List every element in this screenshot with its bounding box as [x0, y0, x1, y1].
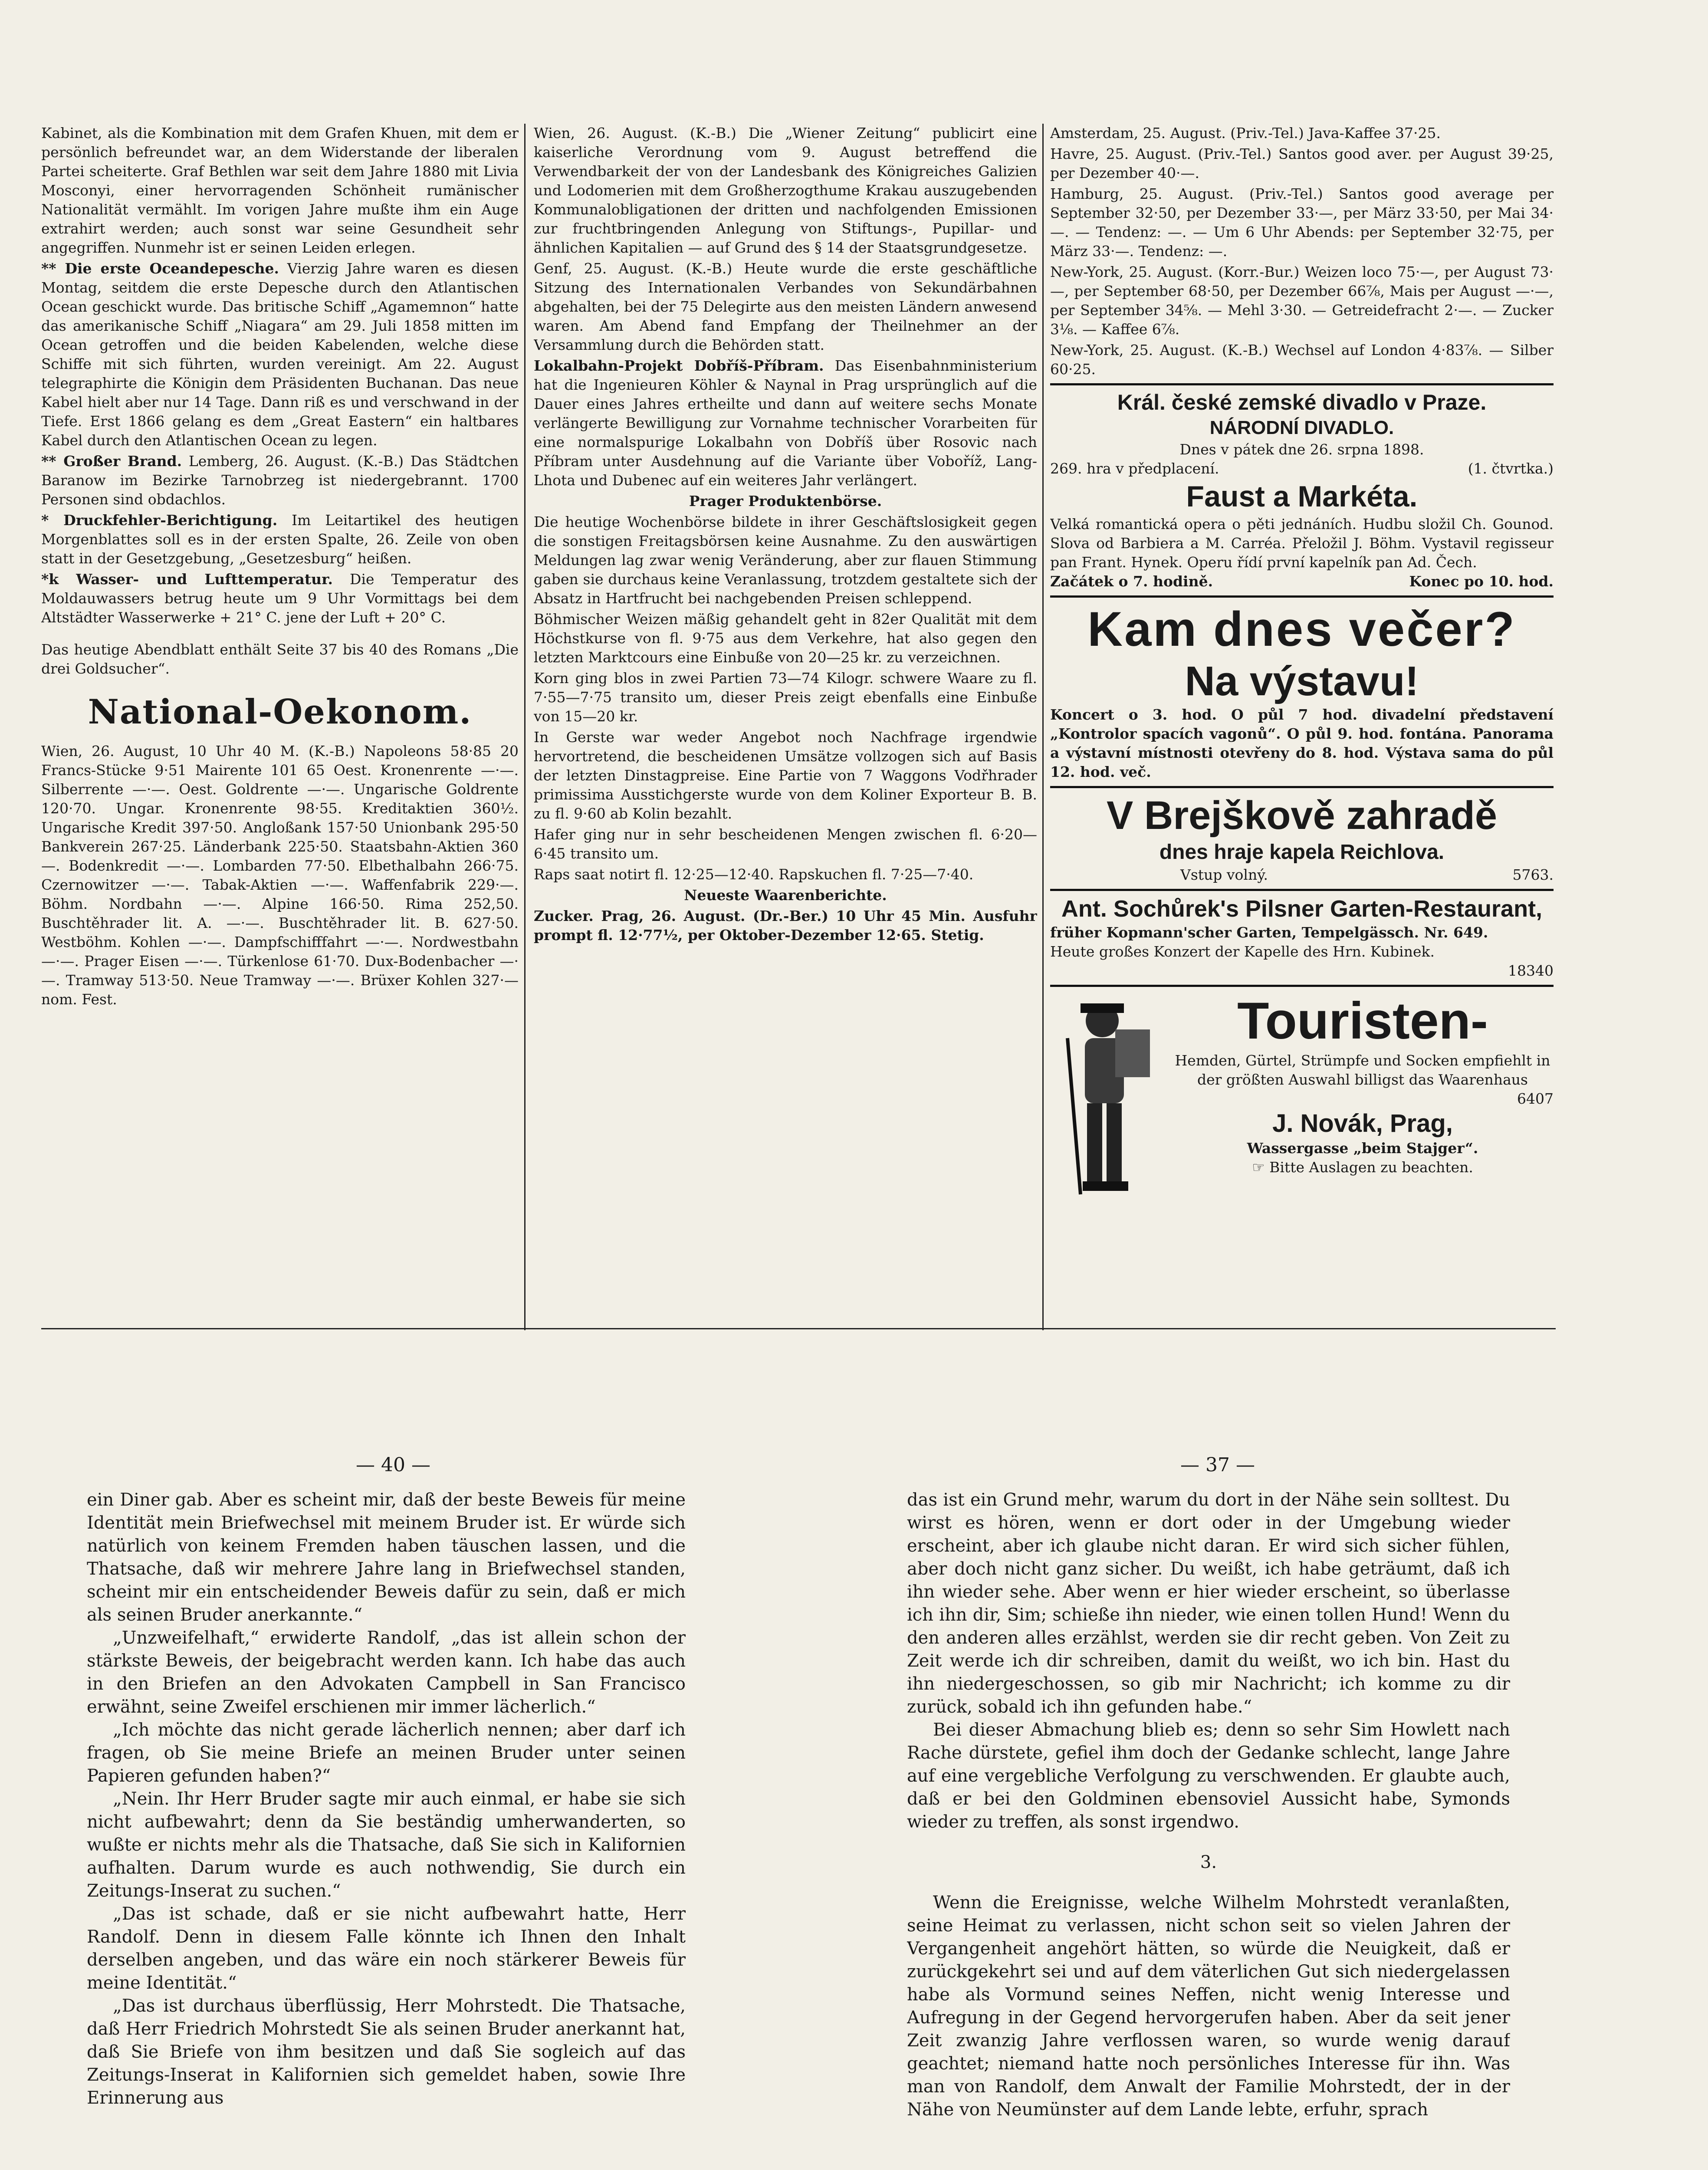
- newspaper-bottom-rule: [41, 1328, 1556, 1329]
- column-right: [1050, 124, 1554, 1330]
- brejsek-title: V Brejškově zahradě: [1106, 793, 1497, 838]
- sochurek-number: 18340: [1508, 962, 1554, 979]
- page-number-left: — 40 —: [356, 1454, 430, 1476]
- novel-page-right: [907, 1489, 1510, 2170]
- text-ocean-depesche: Vierzig Jahre waren es diesen Montag, seitdem die erste Depesche durch den Atlantischen Ocean geschickt wurde. Das britische Schiff „Agamemnon“ hatte das amerikanische Schiff „Niagara“ am 29. Juli 1858 mitten im Ocean getroffen und die beiden Kabelenden, welche diese Schiffe mit sich führten, wurden vereinigt. Am 22. August telegraphirte die Königin dem Präsidenten Buchanan. Das neue Kabel hielt aber nur 14 Tage. Dann riß es und verschwand in der Tiefe. Erst 1866 gelang es dem „Great Eastern“ ein haltbares Kabel durch den Atlantischen Ocean zu legen.: [41, 260, 519, 449]
- text-amsterdam: Amsterdam, 25. August. (Priv.-Tel.) Java-Kaffee 37·25.: [1050, 125, 1441, 141]
- ad-theatre: [1050, 383, 1554, 591]
- exhibition-program: Koncert o 3. hod. O půl 7 hod. divadelní představení „Kontrolor spacích vagonů“. O půl 9. hod. fontána. Panorama a výstavní místnosti otevřeny do 8. hod. Výstava sama do půl 12. hod. več.: [1050, 706, 1554, 780]
- opera-description: Velká romantická opera o pěti jednáních. Hudbu složil Ch. Gounod. Slova od Barbiera a M. Carréa. Přeložil J. Böhm. Vystavil regisseur pan Frant. Hynek. Operu řídí první kapelník pan Ad. Čech.: [1050, 516, 1554, 571]
- brejsek-band: dnes hraje kapela Reichlova.: [1159, 841, 1445, 864]
- novel-page-left: [87, 1489, 686, 2170]
- chapter-number: 3.: [1200, 1852, 1217, 1872]
- novak-note: [1172, 1158, 1554, 1177]
- ad-touristen: [1050, 985, 1554, 1199]
- text-weizen: Böhmischer Weizen mäßig gehandelt geht in 82er Qualität mit dem Höchstkurse von fl. 9·75 aus dem Verkehre, hat also gegen den letzten Marktcours eine Einbuße von 20—25 kr. zu verzeichnen.: [534, 611, 1037, 666]
- text-produktenboerse: Die heutige Wochenbörse bildete in ihrer Geschäftslosigkeit gegen die sonstigen Freitagsbörsen keine Ausnahme. Zu den auswärtigen Meldungen lag zwar wenig Veränderung, aber zur flauen Stimmung gaben sie durchaus keine Veranlassung, trotzdem gestaltete sich der Absatz in Hartfrucht bei nachgebenden Preisen schleppend.: [534, 513, 1037, 607]
- text-zucker: Zucker. Prag, 26. August. (Dr.-Ber.) 10 Uhr 45 Min. Ausfuhr prompt fl. 12·77½, per Oktober-Dezember 12·65. Stetig.: [534, 907, 1037, 944]
- brejsek-entry-row: [1050, 865, 1554, 884]
- sochurek-concert: Heute großes Konzert der Kapelle des Hrn. Kubinek.: [1050, 943, 1435, 960]
- theatre-quarter: (1. čtvrtka.): [1468, 460, 1554, 477]
- novel-left-paragraph: „Unzweifelhaft,“ erwiderte Randolf, „das ist allein schon der stärkste Beweis, der beigebracht werden kann. Ich habe das auch in den Briefen an den Advokaten Campbell in San Francisco erwähnt, seine Zweifel erschienen mir immer lächerlich.“: [87, 1628, 686, 1717]
- exhibition-subheadline: Na výstavu!: [1185, 658, 1419, 704]
- sochurek-title: Ant. Sochůrek's Pilsner Garten-Restaurant,: [1061, 896, 1543, 922]
- column-left: [41, 124, 519, 1330]
- text-hafer: Hafer ging nur in sehr bescheidenen Mengen zwischen fl. 6·20—6·45 transito um.: [534, 826, 1037, 862]
- text-hamburg: Hamburg, 25. August. (Priv.-Tel.) Santos good average per September 32·50, per Dezember 33·—, per März 33·50, per Mai 34·—. — Tendenz: —. — Um 6 Uhr Abends: per September 32·75, per März 33·—. Tendenz: —.: [1050, 185, 1554, 260]
- article-genf: Genf, 25. August. (K.-B.) Heute wurde die erste geschäftliche Sitzung des Internationalen Verbandes von Sekundärbahnen abgehalten, bei der 75 Delegirte aus den meisten Ländern anwesend waren. Am Abend fand Empfang der Theilnehmer an der Versammlung durch die Behörden statt.: [534, 260, 1037, 353]
- section-title-national-oekonom: National-Oekonom.: [88, 692, 472, 732]
- headline-waarenberichte: Neueste Waarenberichte.: [684, 887, 887, 904]
- theatre-performance: 269. hra v předplacení.: [1050, 460, 1219, 477]
- article-druckfehler: [41, 511, 519, 568]
- headline-temperatur: *k Wasser- und Lufttemperatur.: [41, 571, 333, 588]
- novel-left-paragraph: „Ich möchte das nicht gerade lächerlich nennen; aber darf ich fragen, ob Sie meine Briefe an meinen Bruder unter seinen Papieren gefunden haben?“: [87, 1720, 686, 1786]
- text-lokalbahn: Das Eisenbahnministerium hat die Ingenieuren Köhler & Naynal in Prag ursprünglich auf die Dauer eines Jahres ertheilte und dann auf weitere sechs Monate verlängerte Bewilligung zur Vornahme technischer Vorarbeiten für eine normalspurige Lokalbahn von Dobříš über Rosovic nach Příbram unter Ausdehnung auf die Variante über Voboříž, Lang-Lhota und Dubenec auf ein weiteres Jahr verlängert.: [534, 357, 1037, 489]
- exhibition-headline: Kam dnes večer?: [1087, 602, 1516, 656]
- column-middle: [534, 124, 1037, 1330]
- theatre-subtitle: NÁRODNÍ DIVADLO.: [1209, 417, 1394, 438]
- ad-exhibition: [1050, 595, 1554, 782]
- text-korn: Korn ging blos in zwei Partien 73—74 Kilogr. schwere Waare zu fl. 7·55—7·75 transito um, dieser Preis zeigt ebenfalls eine Einbuße von 15—20 kr.: [534, 670, 1037, 725]
- theatre-title: Král. české zemské divadlo v Praze.: [1117, 390, 1487, 414]
- sochurek-address: früher Kopmann'scher Garten, Tempelgässch. Nr. 649.: [1050, 924, 1488, 941]
- theatre-performance-row: [1050, 459, 1554, 478]
- novak-name: J. Novák, Prag,: [1272, 1109, 1453, 1138]
- opera-start: Začátek o 7. hodině.: [1050, 573, 1213, 590]
- text-newyork-weizen: New-York, 25. August. (Korr.-Bur.) Weizen loco 75·—, per August 73·—, per September 68·50, per Dezember 66⅞, Mais per August —·—, per September 34⅝. — Mehl 3·30. — Getreidefracht 2·—. — Zucker 3⅛. — Kaffee 6⅞.: [1050, 263, 1554, 338]
- text-gerste: In Gerste war weder Angebot noch Nachfrage irgendwie hervortretend, die bescheidenen Umsätze vollzogen sich auf Basis der letzten Dinstagpreise. Eine Partie von 7 Waggons Vodřhrader primissima Ausstichgerste wurde von dem Koliner Exporteur B. B. zu fl. 9·60 ab Kolin bezahlt.: [534, 729, 1037, 822]
- touristen-description: Hemden, Gürtel, Strümpfe und Socken empfiehlt in der größten Auswahl billigst das Waarenhaus: [1175, 1052, 1550, 1088]
- opera-times: [1050, 572, 1554, 591]
- text-brand: Lemberg, 26. August. (K.-B.) Das Städtchen Baranow im Bezirke Tarnobrzeg ist niedergebrannt. 1700 Personen sind obdachlos.: [41, 453, 519, 508]
- brejsek-number: 5763.: [1512, 866, 1554, 883]
- novel-left-paragraph: ein Diner gab. Aber es scheint mir, daß der beste Beweis für meine Identität mein Briefwechsel mit meinem Bruder ist. Er würde sich natürlich von keinem Fremden haben täuschen lassen, und die Thatsache, daß wir mehrere Jahre lang in Briefwechsel standen, scheint mir ein entscheidender Beweis dafür zu sein, daß er mich als seinen Bruder anerkannte.“: [87, 1490, 686, 1625]
- article-bethlen: Kabinet, als die Kombination mit dem Grafen Khuen, mit dem er persönlich befreundet war, an dem Widerstande der liberalen Partei scheiterte. Graf Bethlen war seit dem Jahre 1880 mit Livia Mosconyi, einer hervorragenden Schönheit rumänischer Nationalität vermählt. Im vorigen Jahre mußte ihm ein Auge extrahirt werden; auch sonst war seine Gesundheit sehr angegriffen. Nunmehr ist er seinen Leiden erlegen.: [41, 125, 519, 256]
- column-divider: [524, 124, 526, 1330]
- opera-title: Faust a Markéta.: [1186, 480, 1418, 513]
- headline-brand: ** Großer Brand.: [41, 453, 182, 470]
- touristen-number: 6407: [1517, 1090, 1554, 1107]
- brejsek-entry: Vstup volný.: [1180, 866, 1268, 883]
- novel-right-paragraph: Bei dieser Abmachung blieb es; denn so sehr Sim Howlett nach Rache dürstete, gefiel ihm doch der Gedanke schlecht, lange Jahre auf eine vergebliche Verfolgung zu verschwenden. Er glaubte auch, daß er bei den Goldminen ebensoviel Aussicht habe, Symonds wieder zu treffen, als sonst irgendwo.: [907, 1720, 1510, 1832]
- article-lokalbahn: [534, 356, 1037, 490]
- tourist-figure-illustration: [1050, 990, 1163, 1199]
- pointing-hand-icon: ☞: [1252, 1159, 1270, 1176]
- headline-lokalbahn: Lokalbahn-Projekt Dobříš-Příbram.: [534, 357, 824, 374]
- column-divider: [1042, 124, 1044, 1330]
- headline-druckfehler: * Druckfehler-Berichtigung.: [41, 512, 278, 529]
- article-boerse-wien: Wien, 26. August, 10 Uhr 40 M. (K.-B.) Napoleons 58·85 20 Francs-Stücke 9·51 Mairente 101 65 Oest. Kronenrente —·—. Silberrente —·—. Oest. Goldrente —·—. Ungarische Goldrente 120·70. Ungar. Kronenrente 98·55. Kreditaktien 360½. Ungarische Kredit 397·50. Angloßank 157·50 Unionbank 295·50 Bankverein 267·25. Länderbank 225·50. Staatsbahn-Aktien 360—. Bodenkredit —·—. Lombarden 77·50. Elbethalbahn 266·75. Czernowitzer —·—. Tabak-Aktien —·—. Waffenfabrik 229·—. Böhm. Nordbahn —·—. Alpine 166·50. Rima 252,50. Buschtěhrader lit. A. —·—. Buschtěhrader lit. B. 627·50. Westböhm. Kohlen —·—. Dampfschifffahrt —·—. Nordwestbahn —·—. Prager Eisen —·—. Türkenlose 61·70. Dux-Bodenbacher —·—. Tramway 513·50. Neue Tramway —·—. Brüxer Kohlen 327·— nom. Fest.: [41, 743, 519, 1008]
- notice-abendblatt: Das heutige Abendblatt enthält Seite 37 bis 40 des Romans „Die drei Goldsucher“.: [41, 641, 519, 677]
- article-temperatur: [41, 570, 519, 627]
- text-newyork-wechsel: New-York, 25. August. (K.-B.) Wechsel auf London 4·83⅞. — Silber 60·25.: [1050, 342, 1554, 378]
- novel-left-paragraph: „Das ist schade, daß er sie nicht aufbewahrt hatte, Herr Randolf. Denn in diesem Falle könnte ich Ihnen den Inhalt derselben angeben, und das wäre ein noch stärkerer Beweis für meine Identität.“: [87, 1904, 686, 1993]
- novel-right-paragraph: das ist ein Grund mehr, warum du dort in der Nähe sein solltest. Du wirst es hören, wenn er dort oder in der Umgebung wieder erscheint, aber ich glaube nicht daran. Er wird sich sicher fühlen, aber doch nicht ganz sicher. Du weißt, ich habe geträumt, daß ich ihn wieder sehe. Aber wenn er hier wieder erscheint, so überlasse ich ihn dir, Sim; schieße ihn nieder, wie einen tollen Hund! Wenn du den anderen alles erzählst, werden sie dir recht geben. Von Zeit zu Zeit werde ich dir schreiben, damit du weißt, wo ich bin. Hast du ihn niedergeschossen, so gib mir Nachricht; ich komme zu dir zurück, sobald ich ihn gefunden habe.“: [907, 1490, 1510, 1717]
- ad-brejsek-garden: [1050, 786, 1554, 884]
- novak-note-text: Bitte Auslagen zu beachten.: [1269, 1159, 1473, 1176]
- headline-ocean-depesche: ** Die erste Oceandepesche.: [41, 260, 279, 277]
- article-ocean-depesche: [41, 259, 519, 450]
- text-raps: Raps saat notirt fl. 12·25—12·40. Rapskuchen fl. 7·25—7·40.: [534, 866, 974, 883]
- text-druckfehler: Im Leitartikel des heutigen Morgenblattes soll es in der ersten Spalte, 26. Zeile von oben statt in der Gesetzgebung, „Gesetzesburg“ heißen.: [41, 512, 519, 567]
- text-havre: Havre, 25. August. (Priv.-Tel.) Santos good aver. per August 39·25, per Dezember 40·—.: [1050, 145, 1554, 181]
- novel-left-paragraph: „Das ist durchaus überflüssig, Herr Mohrstedt. Die Thatsache, daß Herr Friedrich Mohrstedt Sie als seinen Bruder anerkannt hat, daß Sie Briefe von ihm besitzen und daß Sie sogleich auf das Zeitungs-Inserat in Kalifornien sich gemeldet haben, sowie Ihre Erinnerung aus: [87, 1996, 686, 2108]
- opera-end: Konec po 10. hod.: [1409, 573, 1554, 590]
- text-temperatur: Die Temperatur des Moldauwassers betrug heute um 9 Uhr Vormittags bei dem Altstädter Wasserwerke + 21° C. jene der Luft + 20° C.: [41, 571, 519, 626]
- novak-address: Wassergasse „beim Stajger“.: [1247, 1140, 1478, 1157]
- novel-right-paragraph: Wenn die Ereignisse, welche Wilhelm Mohrstedt veranlaßten, seine Heimat zu verlassen, nicht schon seit so vielen Jahren der Vergangenheit angehört hätten, so würde die Neuigkeit, daß er zurückgekehrt sei und auf dem väterlichen Gut sich niedergelassen habe als Vormund seines Neffen, nicht wenig Interesse und Aufregung in der Gegend hervorgerufen haben. Aber da seit jener Zeit zwanzig Jahre verflossen waren, so wurde wenig darauf geachtet; niemand hatte noch persönliches Interesse für ihn. Was man von Randolf, dem Anwalt der Familie Mohrstedt, der in der Nähe von Neumünster auf dem Lande lebte, erfuhr, sprach: [907, 1893, 1510, 2120]
- article-wien-verordnung: Wien, 26. August. (K.-B.) Die „Wiener Zeitung“ publicirt eine kaiserliche Verordnung vom 9. August betreffend die Verwendbarkeit der von der Landesbank des Königreiches Galizien und Lodomerien mit dem Großherzogthume Krakau auszugebenden Kommunalobligationen der dritten und nachfolgenden Emissionen zur fruchtbringenden Anlegung von Stiftungs-, Pupillar- und ähnlichen Kapitalien — auf Grund des § 14 der Staatsgrundgesetze.: [534, 125, 1037, 256]
- headline-produktenboerse: Prager Produktenbörse.: [689, 493, 882, 510]
- article-brand: [41, 452, 519, 509]
- touristen-text-block: [1172, 990, 1554, 1199]
- tourist-figure-icon: [1050, 990, 1163, 1199]
- page-number-right: — 37 —: [1180, 1454, 1255, 1476]
- theatre-date: Dnes v pátek dne 26. srpna 1898.: [1179, 441, 1424, 458]
- ad-sochurek-restaurant: [1050, 889, 1554, 980]
- novel-left-paragraph: „Nein. Ihr Herr Bruder sagte mir auch einmal, er habe sie sich nicht aufbewahrt; denn da Sie beständig umherwanderten, so wußte er nichts mehr als die Thatsache, daß Sie sich in Kalifornien aufhalten. Darum wurde es auch nothwendig, Sie durch ein Zeitungs-Inserat zu suchen.“: [87, 1789, 686, 1901]
- touristen-title: Touristen-: [1237, 992, 1488, 1050]
